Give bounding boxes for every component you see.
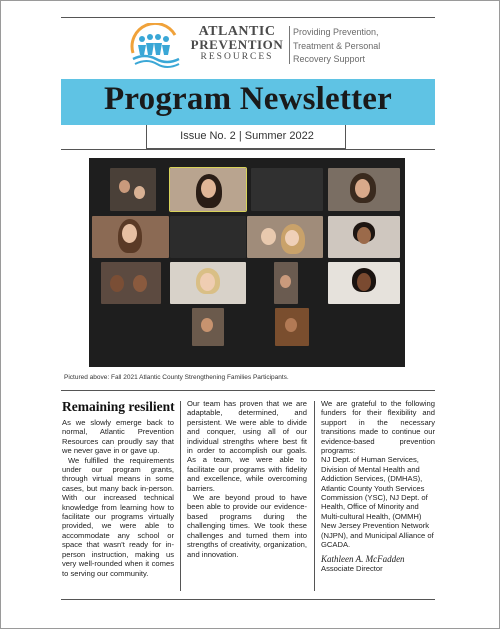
newsletter-title: Program Newsletter <box>104 81 392 117</box>
participant-tile <box>328 262 400 304</box>
tagline-line: Treatment & Personal <box>293 40 381 51</box>
article-heading: Remaining resilient <box>62 399 175 414</box>
participant-tile <box>247 216 323 258</box>
bottom-rule <box>61 599 435 600</box>
group-video-call-photo <box>89 158 405 367</box>
column-divider <box>314 401 315 591</box>
org-logo <box>129 21 381 71</box>
org-tagline <box>293 26 380 67</box>
participant-tile <box>110 168 156 211</box>
org-name-line2: PREVENTION <box>190 37 284 52</box>
org-name-line1: ATLANTIC <box>198 24 276 39</box>
participant-tile <box>274 262 298 304</box>
issue-label: Issue No. 2 | Summer 2022 <box>180 130 314 142</box>
issue-rule <box>61 149 435 150</box>
participant-tile <box>328 168 400 211</box>
caption-rule <box>61 390 435 391</box>
participant-tile <box>192 308 224 346</box>
signature: Kathleen A. McFadden <box>321 553 405 564</box>
participant-tile <box>328 216 400 258</box>
column-divider <box>180 401 181 591</box>
signature-title: Associate Director <box>321 563 383 573</box>
participant-tile <box>170 262 246 304</box>
participant-tile <box>251 168 323 211</box>
top-rule <box>61 17 435 18</box>
article-paragraph: As we slowly emerge back to normal, Atlantic Prevention Resources can proudly say that we never gave in or gave up. <box>62 418 174 456</box>
article-paragraph: NJ Dept. of Human Services, Division of Mental Health and Addiction Services, (DMHAS), Atlantic County Youth Services Commission (YSC), NJ Dept. of Health, Office of Minority and Multi-cultural Health, (OMMH) New Jersey Prevention Network (NJPN), and Municipal Alliance of GCADA. <box>321 455 434 550</box>
tagline-line: Recovery Support <box>293 54 366 64</box>
participant-tile <box>101 262 161 304</box>
article-paragraph: We are grateful to the following funders for their flexibility and support in the necessary transitions made to continue our evidence-based prevention programs: <box>321 399 435 456</box>
logo-people-icon <box>129 23 183 69</box>
participant-tile <box>275 308 309 346</box>
participant-tile <box>92 216 169 258</box>
logo-divider <box>289 26 290 64</box>
article-column-1 <box>62 399 174 578</box>
photo-caption: Pictured above: Fall 2021 Atlantic County Strengthening Families Participants. <box>64 374 289 381</box>
article-column-3 <box>321 399 435 573</box>
article-column-2 <box>187 399 307 559</box>
participant-tile <box>170 216 246 258</box>
issue-box <box>146 125 346 149</box>
article-paragraph: Our team has proven that we are adaptable, determined, and persistent. We were able to divide and conquer, using all of our individual strengths where best fit in order to accomplish our goals. As a team, we were able to facilitate our programs with fidelity and excellence, while overcoming barriers. <box>187 399 307 493</box>
org-name <box>187 25 287 64</box>
article-paragraph: We are beyond proud to have been able to provide our evidence-based programs during the challenging times. We took these challenges and turned them into strengths of creativity, organization, and innovation. <box>187 493 307 559</box>
participant-tile <box>170 168 246 211</box>
tagline-line: Providing Prevention, <box>293 27 379 37</box>
article-paragraph: We fulfilled the requirements under our program grants, through virtual means in some cases, but many back in-person. With our increased technical knowledge from learning how to facilitate our programs virtually provided, we were able to accommodate any school or space that wasn't ready for in-person instruction, making us very well-rounded when it comes to serving our community. <box>62 455 174 578</box>
title-banner <box>61 79 435 125</box>
org-name-line3: RESOURCES <box>200 52 274 62</box>
